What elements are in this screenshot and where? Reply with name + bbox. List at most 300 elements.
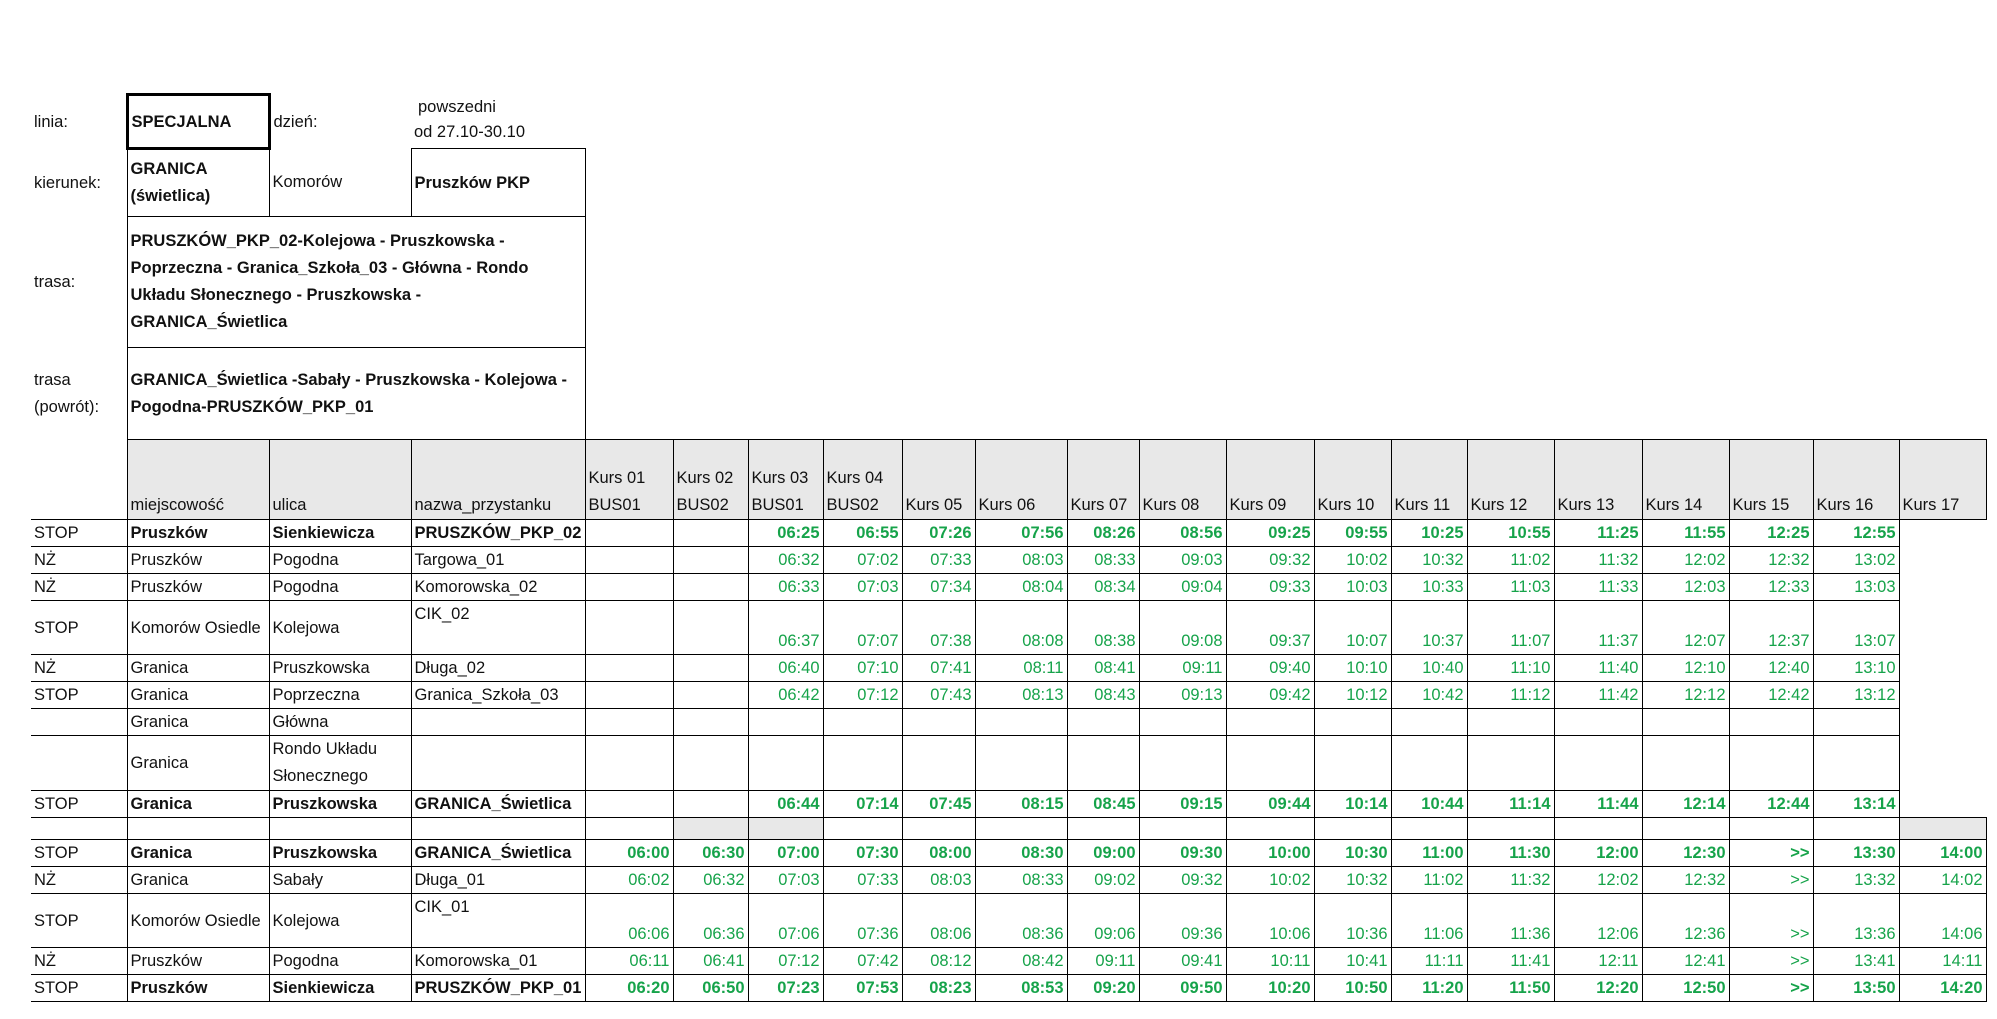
time-cell: 06:30 (673, 840, 748, 867)
time-cell (1729, 736, 1813, 791)
dzien-range: od 27.10-30.10 (414, 122, 526, 141)
nazwa-przystanku-cell: Komorowska_02 (411, 574, 585, 601)
time-cell: 06:02 (585, 867, 673, 894)
stop-type: NŻ (31, 574, 127, 601)
nazwa-przystanku-cell: GRANICA_Świetlica (411, 791, 585, 818)
time-cell: 11:07 (1467, 601, 1554, 655)
separator-cell (673, 818, 748, 840)
time-cell: 07:12 (823, 682, 902, 709)
miejscowosc-cell: Pruszków (127, 574, 269, 601)
time-cell: 07:23 (748, 975, 823, 1002)
time-cell: 08:56 (1139, 520, 1226, 547)
time-cell (1226, 736, 1314, 791)
timetable-row (31, 736, 1986, 791)
time-cell: 11:02 (1391, 867, 1467, 894)
separator-cell (975, 818, 1067, 840)
column-header-row (31, 440, 1986, 520)
time-cell (1314, 709, 1391, 736)
miejscowosc-cell: Granica (127, 867, 269, 894)
time-cell: 09:42 (1226, 682, 1314, 709)
time-cell: 07:45 (902, 791, 975, 818)
kurs-label: Kurs 04 (826, 469, 884, 487)
time-cell: 12:37 (1729, 601, 1813, 655)
header-kurs-6 (975, 440, 1067, 520)
linia-label: linia: (34, 112, 68, 131)
time-cell: 11:10 (1467, 655, 1554, 682)
bus-label: BUS01 (751, 496, 804, 514)
time-cell: 10:02 (1314, 547, 1391, 574)
header-ulica: ulica (269, 440, 411, 520)
time-cell (1642, 736, 1729, 791)
time-cell: 11:41 (1467, 948, 1554, 975)
time-cell: 12:36 (1642, 894, 1729, 948)
time-cell (1139, 736, 1226, 791)
time-cell: 09:44 (1226, 791, 1314, 818)
time-cell: 11:40 (1554, 655, 1642, 682)
kurs-label: Kurs 03 (751, 469, 809, 487)
separator-cell (1813, 818, 1899, 840)
time-cell: 09:30 (1139, 840, 1226, 867)
linia-row (31, 95, 1986, 149)
time-cell: 07:26 (902, 520, 975, 547)
time-cell (1813, 709, 1899, 736)
time-cell: 09:04 (1139, 574, 1226, 601)
time-cell: 13:14 (1813, 791, 1899, 818)
kurs-label: Kurs 16 (1816, 496, 1874, 514)
nazwa-przystanku-cell: Długa_02 (411, 655, 585, 682)
header-kurs-12 (1467, 440, 1554, 520)
time-cell: 10:00 (1226, 840, 1314, 867)
time-cell: 09:33 (1226, 574, 1314, 601)
timetable-row (31, 682, 1986, 709)
time-cell: 10:14 (1314, 791, 1391, 818)
miejscowosc-cell: Pruszków (127, 948, 269, 975)
time-cell: 08:08 (975, 601, 1067, 655)
time-cell: 08:23 (902, 975, 975, 1002)
time-cell: 09:32 (1139, 867, 1226, 894)
time-cell: 08:42 (975, 948, 1067, 975)
kurs-label: Kurs 09 (1229, 496, 1287, 514)
time-cell: 06:20 (585, 975, 673, 1002)
separator-cell (1226, 818, 1314, 840)
time-cell (975, 709, 1067, 736)
time-cell (823, 709, 902, 736)
kierunek-granica: GRANICA (świetlica) (127, 149, 269, 217)
ulica-cell: Pogodna (269, 574, 411, 601)
miejscowosc-cell: Granica (127, 655, 269, 682)
time-cell: 08:36 (975, 894, 1067, 948)
time-cell (673, 601, 748, 655)
time-cell: 10:11 (1226, 948, 1314, 975)
time-cell: 10:32 (1314, 867, 1391, 894)
kierunek-label: kierunek: (34, 173, 101, 192)
time-cell (585, 547, 673, 574)
separator-cell (1139, 818, 1226, 840)
kierunek-row (31, 149, 1986, 217)
time-cell: 09:36 (1139, 894, 1226, 948)
stop-type: STOP (31, 682, 127, 709)
time-cell: 07:33 (902, 547, 975, 574)
time-cell: 08:13 (975, 682, 1067, 709)
time-cell: 07:36 (823, 894, 902, 948)
timetable-row (31, 520, 1986, 547)
stop-type: STOP (31, 840, 127, 867)
header-kurs-2 (673, 440, 748, 520)
miejscowosc-cell: Komorów Osiedle (127, 894, 269, 948)
time-cell: 10:12 (1314, 682, 1391, 709)
time-cell: 11:00 (1391, 840, 1467, 867)
time-cell (585, 736, 673, 791)
dzien-cell (411, 95, 585, 149)
timetable-row (31, 840, 1986, 867)
time-cell: 08:00 (902, 840, 975, 867)
time-cell: 09:03 (1139, 547, 1226, 574)
time-cell: 11:42 (1554, 682, 1642, 709)
time-cell (673, 709, 748, 736)
time-cell: 11:03 (1467, 574, 1554, 601)
stop-type: STOP (31, 601, 127, 655)
time-cell: 09:37 (1226, 601, 1314, 655)
time-cell: 06:40 (748, 655, 823, 682)
time-cell: 09:08 (1139, 601, 1226, 655)
time-cell (975, 736, 1067, 791)
kurs-label: Kurs 14 (1645, 496, 1703, 514)
time-cell: 11:06 (1391, 894, 1467, 948)
time-cell: 12:03 (1642, 574, 1729, 601)
time-cell (1226, 709, 1314, 736)
time-cell: 07:14 (823, 791, 902, 818)
time-cell: 08:43 (1067, 682, 1139, 709)
kierunek-pruszkow: Pruszków PKP (411, 149, 585, 217)
time-cell: 08:45 (1067, 791, 1139, 818)
time-cell: 09:11 (1067, 948, 1139, 975)
nazwa-przystanku-cell: Komorowska_01 (411, 948, 585, 975)
separator-cell (1314, 818, 1391, 840)
header-kurs-13 (1554, 440, 1642, 520)
separator-cell (1642, 818, 1729, 840)
ulica-cell: Kolejowa (269, 601, 411, 655)
time-cell: 11:11 (1391, 948, 1467, 975)
time-cell (1467, 736, 1554, 791)
time-cell: 10:33 (1391, 574, 1467, 601)
dzien-label: dzień: (273, 112, 318, 131)
time-cell: 09:06 (1067, 894, 1139, 948)
separator-cell (1899, 818, 1986, 840)
time-cell: 13:41 (1813, 948, 1899, 975)
time-cell: 14:02 (1899, 867, 1986, 894)
time-cell: 13:03 (1813, 574, 1899, 601)
time-cell: 14:06 (1899, 894, 1986, 948)
header-kurs-14 (1642, 440, 1729, 520)
separator-cell (1467, 818, 1554, 840)
time-cell: 08:33 (1067, 547, 1139, 574)
timetable-row (31, 601, 1986, 655)
time-cell: 07:02 (823, 547, 902, 574)
kurs-label: Kurs 05 (905, 496, 963, 514)
time-cell: 14:20 (1899, 975, 1986, 1002)
time-cell (1467, 709, 1554, 736)
time-cell: 11:50 (1467, 975, 1554, 1002)
time-cell: 11:37 (1554, 601, 1642, 655)
time-cell (673, 791, 748, 818)
time-cell: 12:32 (1642, 867, 1729, 894)
header-kurs-4 (823, 440, 902, 520)
time-cell: 10:06 (1226, 894, 1314, 948)
time-cell: 10:32 (1391, 547, 1467, 574)
miejscowosc-cell: Pruszków (127, 547, 269, 574)
kurs-label: Kurs 02 (676, 469, 734, 487)
timetable-row (31, 894, 1986, 948)
kurs-label: Kurs 12 (1470, 496, 1528, 514)
ulica-cell: Pruszkowska (269, 840, 411, 867)
time-cell: 10:37 (1391, 601, 1467, 655)
time-cell: 12:41 (1642, 948, 1729, 975)
time-cell: 06:44 (748, 791, 823, 818)
nazwa-przystanku-cell: Długa_01 (411, 867, 585, 894)
time-cell (673, 574, 748, 601)
time-cell: 08:33 (975, 867, 1067, 894)
time-cell: 10:55 (1467, 520, 1554, 547)
header-kurs-5 (902, 440, 975, 520)
time-cell (673, 547, 748, 574)
time-cell: 11:32 (1554, 547, 1642, 574)
ulica-cell: Rondo Układu Słonecznego (269, 736, 411, 791)
nazwa-przystanku-cell: PRUSZKÓW_PKP_02 (411, 520, 585, 547)
time-cell: 14:11 (1899, 948, 1986, 975)
time-cell: 12:33 (1729, 574, 1813, 601)
header-kurs-9 (1226, 440, 1314, 520)
time-cell: 06:25 (748, 520, 823, 547)
stop-type: STOP (31, 791, 127, 818)
header-kurs-7 (1067, 440, 1139, 520)
time-cell: 12:25 (1729, 520, 1813, 547)
ulica-cell: Pogodna (269, 948, 411, 975)
time-cell: 10:20 (1226, 975, 1314, 1002)
ulica-cell: Sabały (269, 867, 411, 894)
nazwa-przystanku-cell: Targowa_01 (411, 547, 585, 574)
kurs-label: Kurs 11 (1394, 496, 1451, 514)
header-kurs-1 (585, 440, 673, 520)
time-cell: 07:56 (975, 520, 1067, 547)
time-cell (585, 601, 673, 655)
time-cell: 10:03 (1314, 574, 1391, 601)
time-cell: 09:40 (1226, 655, 1314, 682)
time-cell: 10:30 (1314, 840, 1391, 867)
time-cell: 12:14 (1642, 791, 1729, 818)
timetable-row (31, 791, 1986, 818)
kurs-label: Kurs 10 (1317, 496, 1375, 514)
time-cell: >> (1729, 975, 1813, 1002)
time-cell: 09:25 (1226, 520, 1314, 547)
time-cell (1067, 709, 1139, 736)
timetable-sheet (31, 93, 1987, 1002)
separator-cell (411, 818, 585, 840)
time-cell: 07:53 (823, 975, 902, 1002)
time-cell (1067, 736, 1139, 791)
time-cell (902, 709, 975, 736)
time-cell: 12:20 (1554, 975, 1642, 1002)
kurs-label: Kurs 15 (1732, 496, 1790, 514)
separator-cell (1554, 818, 1642, 840)
header-kurs-8 (1139, 440, 1226, 520)
miejscowosc-cell: Pruszków (127, 975, 269, 1002)
time-cell: 07:34 (902, 574, 975, 601)
time-cell: 11:20 (1391, 975, 1467, 1002)
stop-type: STOP (31, 894, 127, 948)
ulica-cell: Poprzeczna (269, 682, 411, 709)
nazwa-przystanku-cell (411, 736, 585, 791)
time-cell (1391, 736, 1467, 791)
time-cell (585, 791, 673, 818)
time-cell (748, 709, 823, 736)
ulica-cell: Sienkiewicza (269, 975, 411, 1002)
kurs-label: Kurs 08 (1142, 496, 1200, 514)
timetable-row (31, 547, 1986, 574)
header-kurs-15 (1729, 440, 1813, 520)
time-cell (1391, 709, 1467, 736)
time-cell: 07:43 (902, 682, 975, 709)
header-kurs-17 (1899, 440, 1986, 520)
time-cell: >> (1729, 840, 1813, 867)
kierunek-komorow: Komorów (269, 149, 411, 217)
time-cell: 14:00 (1899, 840, 1986, 867)
miejscowosc-cell: Granica (127, 682, 269, 709)
time-cell (1139, 709, 1226, 736)
time-cell: 10:07 (1314, 601, 1391, 655)
stop-type: NŻ (31, 547, 127, 574)
time-cell: 13:32 (1813, 867, 1899, 894)
header-kurs-10 (1314, 440, 1391, 520)
time-cell (748, 736, 823, 791)
ulica-cell: Kolejowa (269, 894, 411, 948)
header-kurs-11 (1391, 440, 1467, 520)
ulica-cell: Główna (269, 709, 411, 736)
stop-type (31, 736, 127, 791)
miejscowosc-cell: Komorów Osiedle (127, 601, 269, 655)
time-cell: 06:32 (673, 867, 748, 894)
linia-value: SPECJALNA (127, 95, 269, 149)
time-cell: 09:15 (1139, 791, 1226, 818)
time-cell: 11:14 (1467, 791, 1554, 818)
time-cell: 06:50 (673, 975, 748, 1002)
time-cell: 11:30 (1467, 840, 1554, 867)
time-cell: 09:41 (1139, 948, 1226, 975)
time-cell (585, 574, 673, 601)
time-cell: 10:02 (1226, 867, 1314, 894)
time-cell: 07:03 (823, 574, 902, 601)
nazwa-przystanku-cell: PRUSZKÓW_PKP_01 (411, 975, 585, 1002)
time-cell (1554, 736, 1642, 791)
trasa-value: PRUSZKÓW_PKP_02-Kolejowa - Pruszkowska - Poprzeczna - Granica_Szkoła_03 - Główna - Rondo Układu Słonecznego - Pruszkowska - GRANICA_Świetlica (127, 217, 585, 348)
time-cell: 06:42 (748, 682, 823, 709)
time-cell: 10:44 (1391, 791, 1467, 818)
time-cell (1554, 709, 1642, 736)
stop-type: NŻ (31, 867, 127, 894)
miejscowosc-cell: Granica (127, 709, 269, 736)
miejscowosc-cell: Granica (127, 736, 269, 791)
time-cell: 08:12 (902, 948, 975, 975)
time-cell: >> (1729, 894, 1813, 948)
time-cell (1314, 736, 1391, 791)
time-cell (673, 520, 748, 547)
separator-cell (585, 818, 673, 840)
time-cell (1642, 709, 1729, 736)
time-cell: 10:40 (1391, 655, 1467, 682)
time-cell: 07:00 (748, 840, 823, 867)
separator-cell (269, 818, 411, 840)
time-cell: 10:36 (1314, 894, 1391, 948)
bus-label: BUS01 (588, 496, 641, 514)
separator-cell (902, 818, 975, 840)
miejscowosc-cell: Pruszków (127, 520, 269, 547)
timetable-grid (31, 93, 1987, 1002)
ulica-cell: Pruszkowska (269, 791, 411, 818)
separator-cell (748, 818, 823, 840)
time-cell (673, 655, 748, 682)
separator-cell (823, 818, 902, 840)
separator-cell (1729, 818, 1813, 840)
time-cell: 07:10 (823, 655, 902, 682)
time-cell: 11:32 (1467, 867, 1554, 894)
time-cell (1729, 709, 1813, 736)
time-cell: 06:37 (748, 601, 823, 655)
time-cell: 11:33 (1554, 574, 1642, 601)
bus-label: BUS02 (676, 496, 729, 514)
time-cell: 11:12 (1467, 682, 1554, 709)
time-cell: 12:44 (1729, 791, 1813, 818)
kurs-label: Kurs 07 (1070, 496, 1128, 514)
nazwa-przystanku-cell: GRANICA_Świetlica (411, 840, 585, 867)
kurs-label: Kurs 06 (978, 496, 1036, 514)
miejscowosc-cell: Granica (127, 840, 269, 867)
time-cell: 07:12 (748, 948, 823, 975)
time-cell: 12:12 (1642, 682, 1729, 709)
time-cell: >> (1729, 867, 1813, 894)
stop-type: NŻ (31, 948, 127, 975)
time-cell (585, 520, 673, 547)
time-cell: 08:26 (1067, 520, 1139, 547)
time-cell: 08:34 (1067, 574, 1139, 601)
timetable-row (31, 574, 1986, 601)
header-nazwa-przystanku: nazwa_przystanku (411, 440, 585, 520)
time-cell: 09:00 (1067, 840, 1139, 867)
time-cell: 12:00 (1554, 840, 1642, 867)
timetable-row (31, 655, 1986, 682)
timetable-row (31, 867, 1986, 894)
time-cell: 07:30 (823, 840, 902, 867)
time-cell: 13:50 (1813, 975, 1899, 1002)
time-cell: 13:07 (1813, 601, 1899, 655)
time-cell: 09:20 (1067, 975, 1139, 1002)
trasa-label: trasa: (34, 273, 76, 291)
time-cell: 06:32 (748, 547, 823, 574)
time-cell: 08:04 (975, 574, 1067, 601)
trasa-powrot-row (31, 348, 1986, 440)
time-cell: 13:12 (1813, 682, 1899, 709)
ulica-cell: Sienkiewicza (269, 520, 411, 547)
time-cell: 07:33 (823, 867, 902, 894)
time-cell: 12:50 (1642, 975, 1729, 1002)
bus-label: BUS02 (826, 496, 879, 514)
time-cell: 06:00 (585, 840, 673, 867)
time-cell: 12:42 (1729, 682, 1813, 709)
time-cell: 10:41 (1314, 948, 1391, 975)
time-cell (902, 736, 975, 791)
time-cell: 06:11 (585, 948, 673, 975)
time-cell: 08:53 (975, 975, 1067, 1002)
miejscowosc-cell: Granica (127, 791, 269, 818)
time-cell: >> (1729, 948, 1813, 975)
